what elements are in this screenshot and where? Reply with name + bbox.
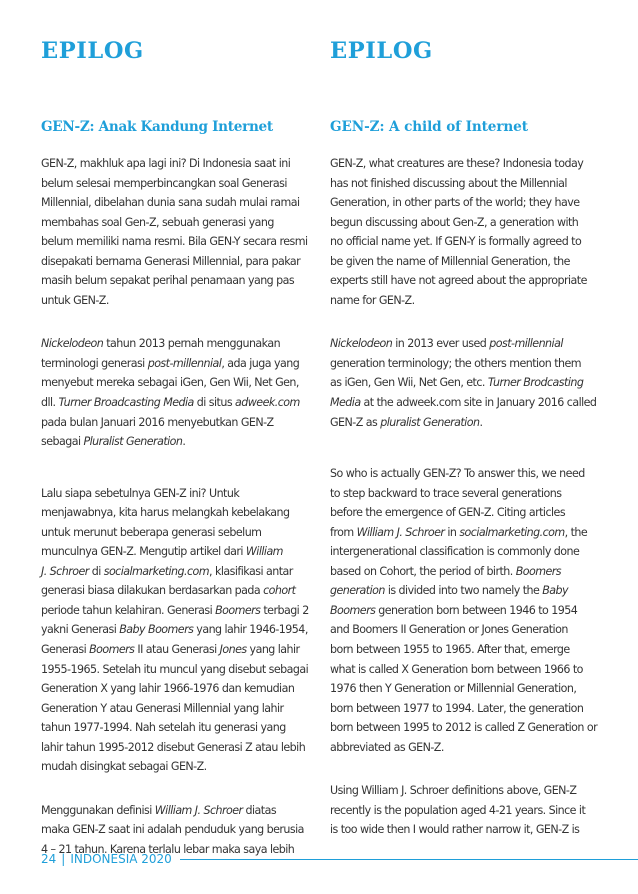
text-line xyxy=(330,801,598,821)
italic-text: generation xyxy=(330,584,385,598)
text-line xyxy=(330,174,598,194)
text-run: Generation X yang lahir 1966-1976 dan kemudian xyxy=(41,682,295,696)
article-heading: GEN-Z: A child of Internet xyxy=(330,119,528,135)
paragraph xyxy=(330,154,598,310)
text-line xyxy=(330,271,598,291)
text-line xyxy=(41,354,309,374)
text-run: untuk GEN-Z. xyxy=(41,293,109,307)
text-run: generation terminology; the others mention them xyxy=(330,356,582,370)
text-run: 1955-1965. Setelah itu muncul yang disebut sebagai xyxy=(41,662,309,676)
text-run: terminologi generasi xyxy=(41,356,148,370)
text-line xyxy=(41,484,309,504)
text-run: periode tahun kelahiran. Generasi xyxy=(41,603,216,617)
text-run: , ada juga yang xyxy=(221,356,300,370)
italic-text: Boomers xyxy=(89,643,135,657)
text-line xyxy=(41,291,309,311)
text-run: di xyxy=(88,564,104,578)
text-run: maka GEN-Z saat ini adalah penduduk yang berusia xyxy=(41,823,304,837)
italic-text: Boomers xyxy=(215,603,261,617)
footer-separator: | xyxy=(61,852,66,866)
italic-text: William J. Schroer xyxy=(154,803,243,817)
text-line xyxy=(330,252,598,272)
text-line xyxy=(330,291,598,311)
text-run: dll. xyxy=(41,396,59,410)
text-line xyxy=(330,354,598,374)
indonesian-column xyxy=(41,36,309,856)
text-run: has not finished discussing about the Millennial xyxy=(330,176,567,190)
italic-text: Jones xyxy=(219,643,247,657)
text-run: born between 1995 to 2012 is called Z Generation or xyxy=(330,721,598,735)
text-run: born between 1977 to 1994. Later, the generation xyxy=(330,701,584,715)
text-line xyxy=(41,757,309,777)
text-line xyxy=(41,232,309,252)
text-run: GEN-Z, makhluk apa lagi ini? Di Indonesia saat ini xyxy=(41,157,291,170)
text-run: is too wide then I would rather narrow it, GEN-Z is xyxy=(330,823,580,837)
text-line xyxy=(41,523,309,543)
text-line xyxy=(41,393,309,413)
text-run: terbagi 2 xyxy=(260,603,309,617)
text-line xyxy=(330,542,598,562)
text-line xyxy=(41,503,309,523)
italic-text: Media xyxy=(330,396,361,410)
text-run: So who is actually GEN-Z? To answer this, we need xyxy=(330,467,585,481)
text-run: intergenerational classification is commonly done xyxy=(330,545,580,559)
text-run: sebagai xyxy=(41,435,84,449)
italic-text: socialmarketing.com xyxy=(459,525,565,539)
text-run: Generasi xyxy=(41,643,90,657)
text-run: menjawabnya, kita harus melangkah kebelakang xyxy=(41,506,290,520)
text-line xyxy=(330,679,598,699)
text-line xyxy=(41,640,309,660)
text-run: name for GEN-Z. xyxy=(330,293,415,307)
text-line xyxy=(330,503,598,523)
text-line xyxy=(41,413,309,433)
text-run: yakni Generasi xyxy=(41,623,120,637)
text-line xyxy=(330,718,598,738)
paragraph xyxy=(330,464,598,757)
page-footer xyxy=(41,850,172,868)
text-run: masih belum sepakat perihal penamaan yang pas xyxy=(41,274,295,288)
text-line xyxy=(330,154,598,174)
text-run: Generation Y atau Generasi Millennial yang lahir xyxy=(41,701,284,715)
text-line xyxy=(41,718,309,738)
italic-text: cohort xyxy=(263,584,296,598)
text-line xyxy=(41,373,309,393)
text-run: is divided into two namely the xyxy=(384,584,543,598)
text-line xyxy=(330,484,598,504)
text-run: untuk merunut beberapa generasi sebelum xyxy=(41,525,262,539)
italic-text: Turner Broadcasting Media xyxy=(58,396,194,410)
italic-text: adweek.com xyxy=(235,396,300,410)
italic-text: Nickelodeon xyxy=(330,337,393,351)
text-run: yang lahir 1946-1954, xyxy=(193,623,308,637)
text-line xyxy=(330,562,598,582)
section-title: EPILOG xyxy=(330,38,433,64)
text-line xyxy=(41,581,309,601)
italic-text: Baby Boomers xyxy=(119,623,194,637)
text-run: belum selesai memperbincangkan soal Generasi xyxy=(41,176,287,190)
text-line xyxy=(330,232,598,252)
text-run: before the emergence of GEN-Z. Citing articles xyxy=(330,506,566,520)
italic-text: socialmarketing.com xyxy=(103,564,210,578)
text-line xyxy=(330,393,598,413)
text-run: GEN-Z as xyxy=(330,415,381,429)
text-line xyxy=(41,174,309,194)
paragraph xyxy=(41,154,309,310)
text-run: born between 1955 to 1965. After that, emerge xyxy=(330,643,570,657)
text-run: what is called X Generation born between 1966 to xyxy=(330,662,583,676)
text-line xyxy=(330,699,598,719)
text-run: Generation, in other parts of the world; they have xyxy=(330,196,580,210)
text-run: 1976 then Y Generation or Millennial Generation, xyxy=(330,682,577,696)
text-line xyxy=(330,464,598,484)
italic-text: Turner Brodcasting xyxy=(487,376,584,390)
text-line xyxy=(41,334,309,354)
text-line xyxy=(41,193,309,213)
publication-name: INDONESIA 2020 xyxy=(70,852,172,866)
footer-rule xyxy=(180,859,638,860)
text-run: yang lahir xyxy=(246,643,300,657)
text-run: . xyxy=(182,435,186,449)
text-run: diatas xyxy=(242,803,277,817)
paragraph xyxy=(330,781,598,840)
italic-text: post-millennial xyxy=(147,356,222,370)
text-line xyxy=(41,679,309,699)
text-run: to step backward to trace several generations xyxy=(330,486,562,500)
text-run: Millennial, dibelahan dunia sana sudah mulai ramai xyxy=(41,196,300,210)
text-line xyxy=(41,562,309,582)
text-line xyxy=(41,213,309,233)
text-run: in xyxy=(444,525,460,539)
text-run: no official name yet. If GEN-Y is formally agreed to xyxy=(330,235,582,249)
text-line xyxy=(330,373,598,393)
text-run: 4 – 21 tahun. Karena terlalu lebar maka saya lebih xyxy=(41,842,295,856)
paragraph xyxy=(330,334,598,432)
text-line xyxy=(330,523,598,543)
text-run: at the adweek.com site in January 2016 called xyxy=(360,396,597,410)
italic-text: William xyxy=(245,545,283,559)
text-line xyxy=(330,213,598,233)
text-run: tahun 2013 pernah menggunakan xyxy=(103,337,281,351)
text-line xyxy=(41,660,309,680)
text-run: from xyxy=(330,525,357,539)
text-run: begun discussing about Gen-Z, a generation with xyxy=(330,215,579,229)
text-run: , the xyxy=(564,525,588,539)
text-run: membahas soal Gen-Z, sebuah generasi yang xyxy=(41,215,274,229)
text-line xyxy=(41,271,309,291)
text-line xyxy=(41,252,309,272)
text-line xyxy=(41,738,309,758)
text-run: di situs xyxy=(193,396,236,410)
text-run: and Boomers II Generation or Jones Generation xyxy=(330,623,568,637)
text-run: lahir tahun 1995-2012 disebut Generasi Z atau lebih xyxy=(41,740,306,754)
italic-text: pluralist Generation xyxy=(380,415,480,429)
text-run: . xyxy=(479,415,483,429)
italic-text: Boomers xyxy=(330,603,376,617)
italic-text: Boomers xyxy=(515,564,562,578)
article-heading: GEN-Z: Anak Kandung Internet xyxy=(41,119,273,135)
text-run: mudah disingkat sebagai GEN-Z. xyxy=(41,760,207,774)
article-body xyxy=(330,154,598,864)
italic-text: post-millennial xyxy=(489,337,563,351)
text-run: generasi biasa dilakukan berdasarkan pada xyxy=(41,584,264,598)
text-line xyxy=(41,699,309,719)
text-line xyxy=(41,601,309,621)
text-run: munculnya GEN-Z. Mengutip artikel dari xyxy=(41,545,246,559)
italic-text: Baby xyxy=(542,584,569,598)
text-run: II atau Generasi xyxy=(134,643,220,657)
paragraph xyxy=(41,484,309,777)
paragraph xyxy=(41,334,309,451)
text-line xyxy=(330,581,598,601)
text-line xyxy=(330,620,598,640)
text-run: in 2013 ever used xyxy=(392,337,490,351)
text-line xyxy=(41,432,309,452)
text-run: be given the name of Millennial Generation, the xyxy=(330,254,570,268)
text-line xyxy=(41,801,309,821)
text-run: experts still have not agreed about the appropriate xyxy=(330,274,587,288)
text-line xyxy=(330,193,598,213)
text-line xyxy=(330,660,598,680)
english-column xyxy=(330,36,598,837)
text-run: pada bulan Januari 2016 menyebutkan GEN-Z xyxy=(41,415,274,429)
text-line xyxy=(330,640,598,660)
italic-text: William J. Schroer xyxy=(356,525,445,539)
text-run: as iGen, Gen Wii, Net Gen, etc. xyxy=(330,376,488,390)
text-run: based on Cohort, the period of birth. xyxy=(330,564,516,578)
text-run: generation born between 1946 to 1954 xyxy=(375,603,578,617)
text-line xyxy=(330,781,598,801)
text-run: Using William J. Schroer definitions above, GEN-Z xyxy=(330,784,577,798)
section-title: EPILOG xyxy=(41,38,144,64)
text-run: belum memiliki nama resmi. Bila GEN-Y secara resmi xyxy=(41,235,308,249)
text-line xyxy=(41,620,309,640)
text-run: menyebut mereka sebagai iGen, Gen Wii, Net Gen, xyxy=(41,376,299,390)
text-run: , klasifikasi antar xyxy=(209,564,293,578)
text-line xyxy=(330,738,598,758)
text-run: tahun 1977-1994. Nah setelah itu generasi yang xyxy=(41,721,286,735)
italic-text: J. Schroer xyxy=(41,564,89,578)
text-run: Lalu siapa sebetulnya GEN-Z ini? Untuk xyxy=(41,486,240,500)
text-run: abbreviated as GEN-Z. xyxy=(330,740,444,754)
text-line xyxy=(330,601,598,621)
text-run: disepakati bernama Generasi Millennial, para pakar xyxy=(41,254,301,268)
italic-text: Pluralist Generation xyxy=(83,435,183,449)
text-line xyxy=(330,820,598,840)
text-run: Menggunakan definisi xyxy=(41,803,155,817)
text-line xyxy=(330,413,598,433)
text-run: GEN-Z, what creatures are these? Indonesia today xyxy=(330,157,584,170)
text-line xyxy=(41,542,309,562)
text-run: recently is the population aged 4-21 years. Since it xyxy=(330,803,586,817)
page-number: 24 xyxy=(41,852,57,866)
italic-text: Nickelodeon xyxy=(41,337,104,351)
text-line xyxy=(41,820,309,840)
text-line xyxy=(41,154,309,174)
text-line xyxy=(330,334,598,354)
article-body xyxy=(41,154,309,884)
